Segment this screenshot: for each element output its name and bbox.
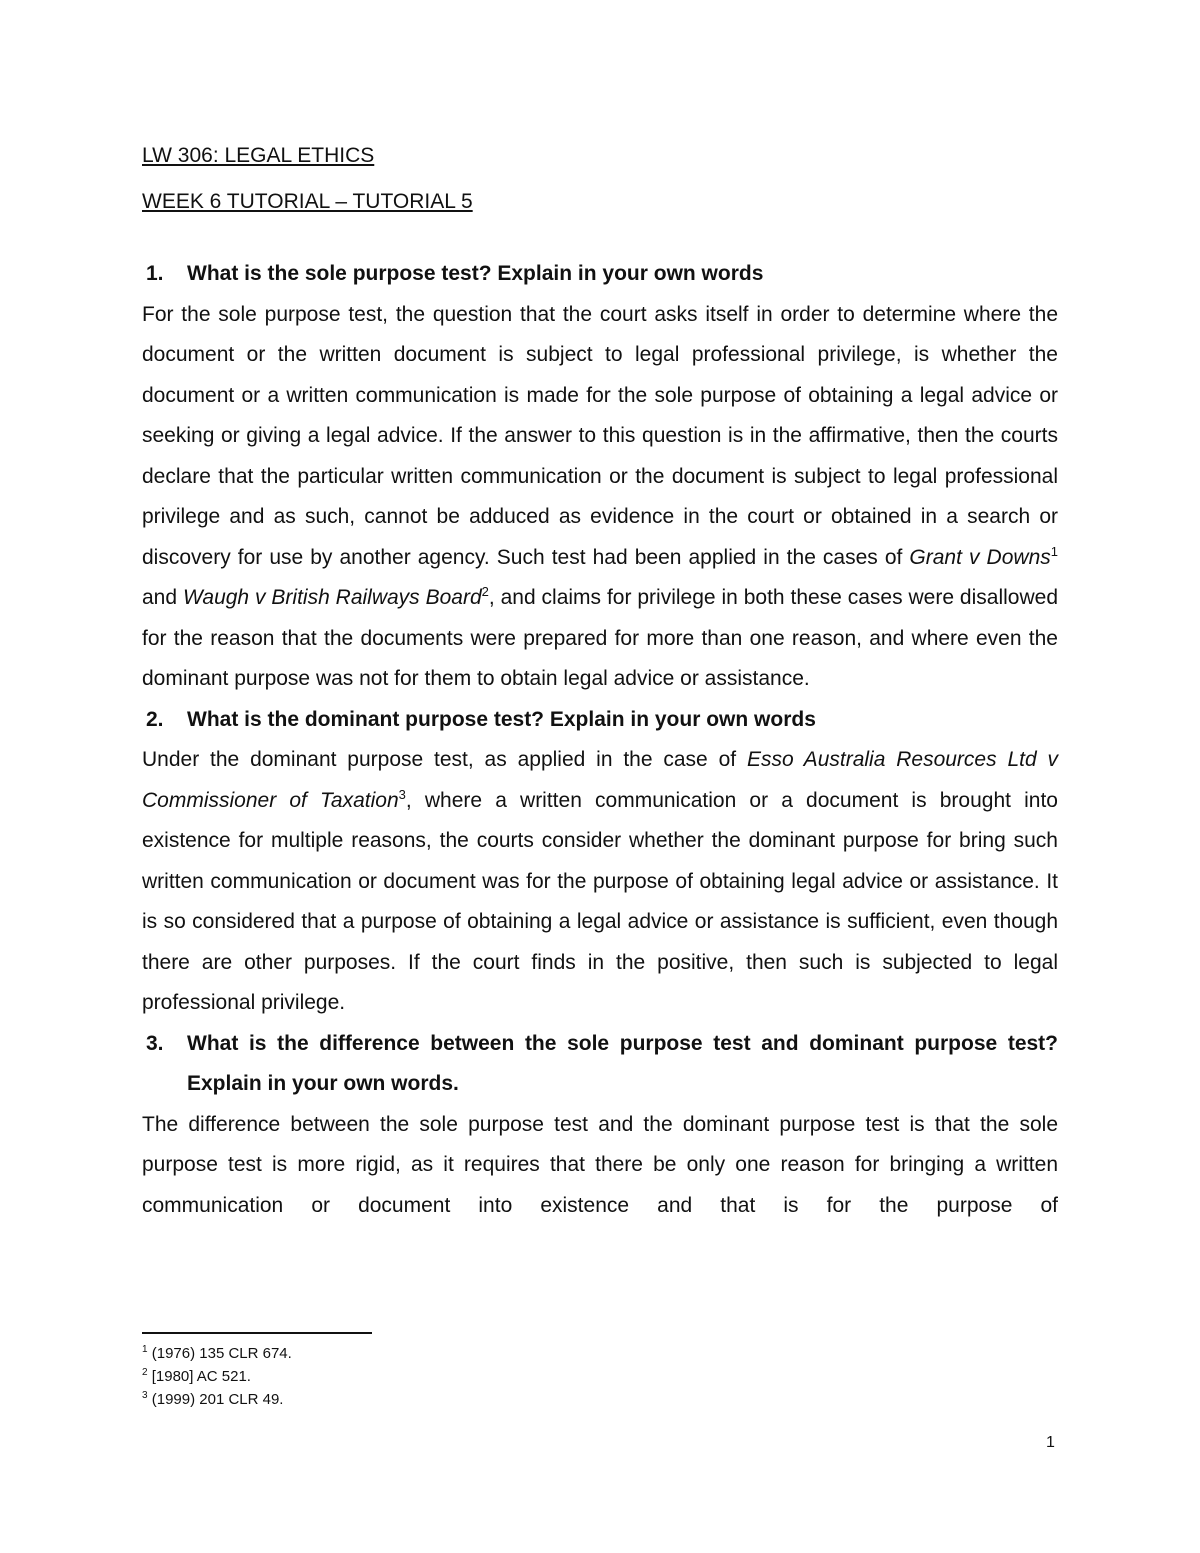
answer-text: The difference between the sole purpose test and the dominant purpose test is that the sole purpose test is more rigid, as it requires that there be only one reason for bringing a written communication or document into existence and that is for the purpose of [142, 1112, 1058, 1217]
question-text: What is the dominant purpose test? Explain in your own words [187, 707, 816, 731]
footnote-text: [1980] AC 521. [147, 1368, 251, 1385]
footnote-1 [142, 1342, 292, 1365]
page-body [142, 140, 1058, 1226]
footnotes [142, 1342, 292, 1411]
footnote-text: (1999) 201 CLR 49. [147, 1391, 284, 1408]
answer-text: , and claims for privilege in both these cases were disallowed for the reason that the documents were prepared for more than one reason, and where even the dominant purpose was not for them to obtain legal advice or assistance. [142, 586, 1058, 690]
footnote-2 [142, 1365, 292, 1388]
footnote-text: (1976) 135 CLR 674. [147, 1345, 292, 1362]
course-title: LW 306: LEGAL ETHICS [142, 144, 375, 167]
question-text: What is the sole purpose test? Explain in your own words [187, 262, 764, 285]
answer-text: Under the dominant purpose test, as applied in the case of [142, 748, 747, 771]
question-number: 3. [146, 1031, 164, 1055]
footnote-ref: 2 [481, 584, 489, 599]
question-number: 2. [146, 707, 164, 731]
question-2 [142, 700, 1058, 741]
case-name: Waugh v British Railways Board [182, 586, 482, 609]
footnote-separator [142, 1332, 372, 1334]
case-name: Grant v Downs [909, 545, 1051, 569]
footnote-3 [142, 1388, 292, 1411]
answer-text: For the sole purpose test, the question that the court asks itself in order to determine where the document or the written document is subject to legal professional privilege, is whether the document or a written communication is made for the sole purpose of obtaining a legal advice or seeking or giving a legal advice. If the answer to this question is in the affirmative, then the courts declare that the particular written communication or the document is subject to legal professional privilege and as such, cannot be adduced as evidence in the court or obtained in a search or discovery for use by another agency. Such test had been applied in the cases of [142, 302, 1058, 569]
answer-text: , where a written communication or a document is brought into existence for multiple reasons, the courts consider whether the dominant purpose for bring such written communication or document was for the purpose of obtaining legal advice or assistance. It is so considered that a purpose of obtaining a legal advice or assistance is sufficient, even though there are other purposes. If the court finds in the positive, then such is subjected to legal professional privilege. [142, 788, 1058, 1014]
answer-3 [142, 1105, 1058, 1227]
footnote-mark: 1 [142, 1344, 148, 1355]
footnote-mark: 2 [142, 1367, 148, 1378]
answer-1 [142, 295, 1058, 700]
answer-2 [142, 740, 1058, 1024]
page-number: 1 [1046, 1434, 1055, 1451]
footnote-ref: 3 [398, 786, 406, 802]
case-name: Esso Australia Resources Ltd v Commissioner of Taxation [142, 748, 1058, 812]
footnote-ref: 1 [1050, 543, 1058, 559]
tutorial-title: WEEK 6 TUTORIAL – TUTORIAL 5 [142, 190, 473, 213]
footnote-mark: 3 [142, 1390, 148, 1401]
answer-text: and [142, 586, 183, 609]
question-number: 1. [146, 262, 164, 285]
question-text: What is the difference between the sole purpose test and dominant purpose test? Explain in your own words. [187, 1031, 1058, 1095]
question-1 [142, 254, 1058, 295]
question-3 [142, 1024, 1058, 1105]
